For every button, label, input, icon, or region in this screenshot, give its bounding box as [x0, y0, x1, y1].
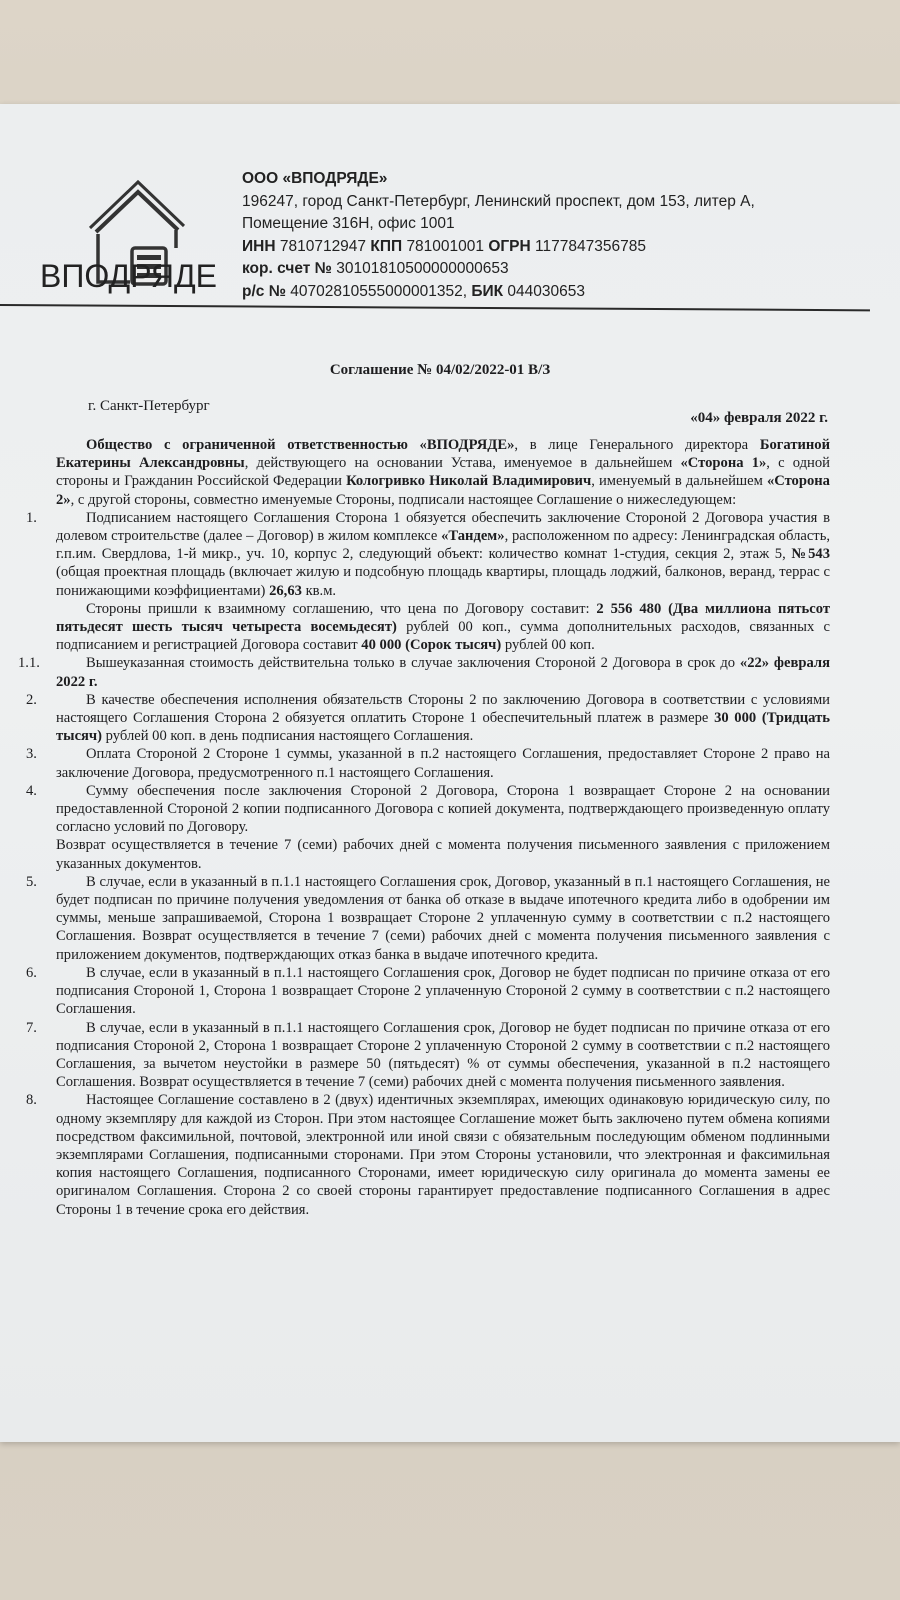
kpp-label: КПП: [370, 237, 403, 255]
paragraph: [56, 600, 830, 655]
kpp: 781001001: [406, 237, 485, 255]
clause-number: 1.: [26, 509, 37, 526]
text: Вышеуказанная стоимость действительна только в случае заключения Стороной 2 Договора в срок до: [86, 655, 740, 672]
bold-text: 40 000 (Сорок тысяч): [361, 637, 502, 654]
clause-4: [26, 782, 830, 837]
correspondent-account: [242, 258, 755, 281]
company-name: ООО «ВПОДРЯДЕ»: [242, 170, 388, 187]
bold-text: «22» февраля 2022 г.: [56, 655, 830, 690]
text: Оплата Стороной 2 Стороне 1 суммы, указанной в п.2 настоящего Соглашения, предоставляет Стороне 2 право на заключение Договора, предусмотренного п.1 настоящего Соглашения.: [56, 746, 830, 781]
logo-wordmark: ВПОДРЯДЕ: [40, 258, 217, 294]
text: , расположенном по адресу: Ленинградская область, г.п.им. Свердлова, 1-й микр., уч. 10, корпус 2, следующий объект: количество комнат 1-студия, секция 2, этаж 5,: [56, 528, 830, 563]
text: В качестве обеспечения исполнения обязательств Стороны 2 по заключению Договора в соответствии с условиями настоящего Соглашения Сторона 2 обязуется оплатить Стороне 1 обеспечительный платеж в размере: [56, 691, 830, 727]
kor: 30101810500000000653: [336, 260, 509, 277]
bold-text: «Сторона 1»: [680, 455, 767, 472]
ogrn-label: ОГРН: [488, 237, 531, 255]
bold-text: Общество с ограниченной ответственностью «ВПОДРЯДЕ»: [86, 437, 515, 453]
clause-3: [26, 745, 830, 781]
bold-text: 2 556 480 (Два миллиона пятьсот пятьдесят шесть тысяч четыреста восемьдесят): [56, 600, 830, 636]
inn: 7810712947: [279, 237, 367, 255]
bik-label: БИК: [471, 282, 504, 300]
bold-text: «Сторона 2»: [56, 473, 830, 508]
clause-6: [26, 964, 830, 1019]
clause-number: 1.1.: [18, 655, 40, 672]
clause-7: [26, 1019, 830, 1092]
clause-1-1: [18, 654, 830, 690]
bold-text: Кологривко Николай Владимирович: [346, 473, 592, 490]
text: , именуемый в дальнейшем: [591, 473, 767, 490]
text: рублей 00 коп., сумма дополнительных расходов, связанных с подписанием и регистрацией Договора составит: [56, 619, 831, 654]
company-details: [242, 168, 755, 303]
paragraph: [56, 836, 830, 872]
clause-5: [26, 873, 830, 964]
text: Стороны пришли к взаимному соглашению, что цена по Договору составит:: [86, 600, 597, 617]
clause-2: [26, 691, 830, 746]
clause-number: 7.: [26, 1019, 37, 1036]
text: рублей 00 коп.: [501, 637, 595, 654]
document-body: [18, 436, 831, 1219]
address-line-1: 196247, город Санкт-Петербург, Ленинский проспект, дом 153, литер А,: [242, 192, 755, 210]
text: (общая проектная площадь (включает жилую и подсобную площадь квартиры, площадь лоджий, балконов, веранд, террас с понижающими коэффициентами): [56, 564, 830, 599]
ogrn: 1177847356785: [535, 237, 646, 255]
clause-1: [26, 509, 830, 600]
clause-number: 4.: [26, 782, 37, 799]
inn-label: ИНН: [242, 237, 276, 255]
clause-number: 5.: [26, 873, 37, 890]
text: Сумму обеспечения после заключения Стороной 2 Договора, Сторона 1 возвращает Стороне 2 на основании предоставленной Стороной 2 копии подписанного Договора с копией документа, подтверждающего произведенную оплату согласно условий по Договору.: [56, 782, 830, 836]
clause-number: 8.: [26, 1092, 37, 1109]
clause-number: 6.: [26, 964, 37, 981]
settlement-account: [242, 281, 755, 304]
text: Подписанием настоящего Соглашения Сторона 1 обязуется обеспечить заключение Стороной 2 Договора участия в долевом строительстве (далее – Договор) в жилом комплексе: [56, 509, 830, 545]
address-line-2: Помещение 316Н, офис 1001: [242, 215, 455, 232]
document-date: «04» февраля 2022 г.: [690, 410, 828, 426]
rs-label: р/с №: [242, 282, 286, 300]
clause-8: [26, 1091, 830, 1218]
bold-text: Богатиной Екатерины Александровны: [56, 437, 831, 472]
bold-text: 26,63: [269, 582, 302, 599]
text: В случае, если в указанный в п.1.1 настоящего Соглашения срок, Договор, указанный в п.1 настоящего Соглашения, не будет подписан по причине получения уведомления от банка об отказе в выдаче ипотечного кредита либо в одобрении им суммы, меньше запрашиваемой, Сторона 1 возвращает Стороне 2 уплаченную сумму в соответствии с п.2 настоящего Соглашения. Возврат осуществляется в течение 7 (семи) рабочих дней с момента получения письменного заявления с приложением документов, подтверждающих отказ банка в выдаче ипотечного кредита.: [56, 873, 830, 963]
paragraph: [56, 436, 830, 509]
text: , с одной стороны и Гражданин Российской Федерации: [56, 455, 830, 490]
text: , в лице Генерального директора: [514, 437, 760, 453]
registration-numbers: [242, 236, 755, 259]
document-city: г. Санкт-Петербург: [88, 398, 210, 414]
bold-text: «Тандем»: [441, 528, 505, 545]
bold-text: 30 000 (Тридцать тысяч): [56, 710, 830, 745]
text: , с другой стороны, совместно именуемые Стороны, подписали настоящее Соглашение о нижеследующем:: [70, 491, 737, 508]
bik: 044030653: [507, 282, 585, 300]
text: В случае, если в указанный в п.1.1 настоящего Соглашения срок, Договор не будет подписан по причине отказа от его подписания Стороной 2, Сторона 1 возвращает Стороне 2 уплаченную Стороной 2 сумму в соответствии с п.2 настоящего Соглашения, за вычетом неустойки в размере 50 (пятьдесят) % от суммы обеспечения, указанной в п.2 настоящего Соглашения. Возврат осуществляется в течение 7 (семи) рабочих дней с момента получения письменного заявления.: [56, 1019, 830, 1091]
document-title: Соглашение № 04/02/2022-01 В/З: [329, 362, 551, 378]
clause-number: 3.: [26, 746, 37, 763]
text: , действующего на основании Устава, именуемое в дальнейшем: [244, 455, 681, 472]
bold-text: №543: [791, 546, 830, 563]
kor-label: кор. счет №: [242, 260, 332, 277]
text: Настоящее Соглашение составлено в 2 (двух) идентичных экземплярах, имеющих одинаковую юридическую силу, по одному экземпляру для каждой из Сторон. При этом настоящее Соглашение может быть заключено путем обмена копиями посредством факсимильной, почтовой, электронной или иной связи с обязательным последующим обменом подлинными экземплярами Соглашения, подписанными сторонами. При этом Стороны установили, что электронная и факсимильная копия настоящего Соглашения, подписанного Сторонами, имеет юридическую силу оригинала до момента замены ее оригиналом Соглашения. Сторона 2 со своей стороны гарантирует предоставление подписанного Соглашения в адрес Стороны 1 в течение срока его действия.: [56, 1092, 830, 1218]
clause-number: 2.: [26, 691, 37, 708]
text: кв.м.: [301, 582, 337, 599]
text: В случае, если в указанный в п.1.1 настоящего Соглашения срок, Договор не будет подписан по причине отказа от его подписания Стороной 1, Сторона 1 возвращает Стороне 2 уплаченную Стороной 2 сумму в соответствии с п.2 настоящего Соглашения.: [56, 964, 830, 1018]
rs: 40702810555000001352,: [290, 282, 468, 300]
text: Возврат осуществляется в течение 7 (семи) рабочих дней с момента получения письменного заявления с приложением указанных документов.: [56, 837, 830, 872]
text: рублей 00 коп. в день подписания настоящего Соглашения.: [102, 728, 474, 745]
